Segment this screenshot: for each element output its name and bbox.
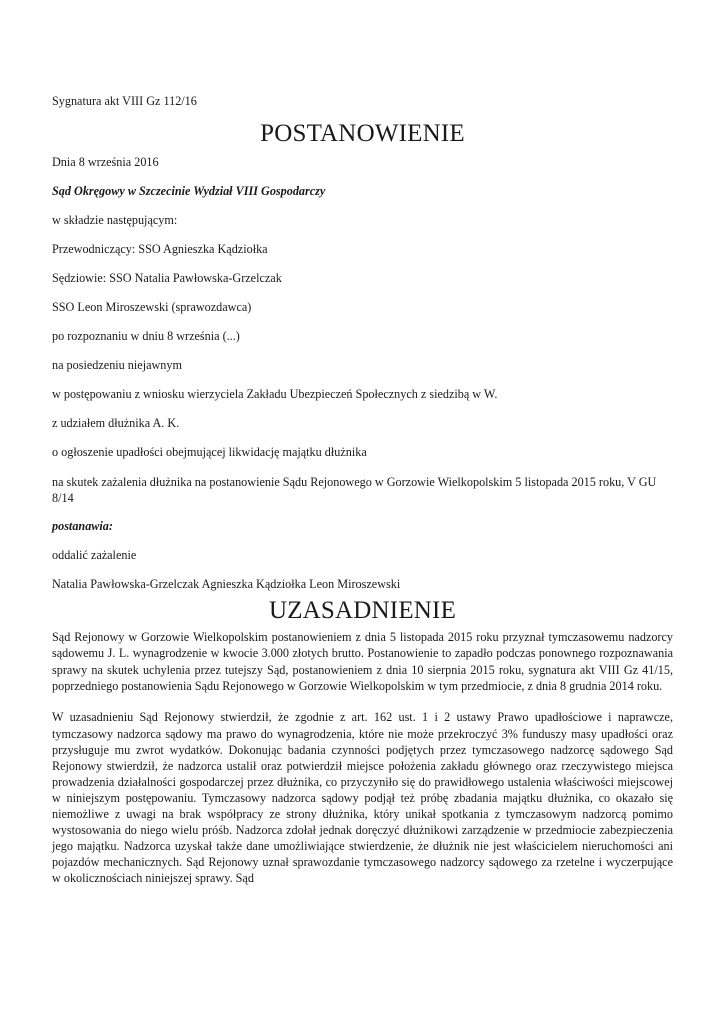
court-name: Sąd Okręgowy w Szczecinie Wydział VIII Gospodarczy — [52, 184, 326, 198]
decides-heading: postanawia: — [52, 518, 113, 533]
justification-paragraph-1: Sąd Rejonowy w Gorzowie Wielkopolskim postanowieniem z dnia 5 listopada 2015 roku przyznał tymczasowemu nadzorcy sądowemu J. L. wynagrodzenie w kwocie 3.000 złotych brutto. Postanowienie to zapadło podczas ponownego rozpoznawania sprawy na skutek uchylenia przez tutejszy Sąd, postanowieniem z dnia 10 sierpnia 2015 roku, sygnatura akt VIII Gz 41/15, poprzedniego postanowienia Sądu Rejonowego w Gorzowie Wielkopolskim w tym przedmiocie, z dnia 8 grudnia 2014 roku. — [52, 629, 673, 694]
composition-intro: w składzie następującym: — [52, 213, 178, 227]
chair-judge: Przewodniczący: SSO Agnieszka Kądziołka — [52, 242, 268, 256]
judge-reporter: SSO Leon Miroszewski (sprawozdawca) — [52, 300, 252, 314]
subject: o ogłoszenie upadłości obejmującej likwidację majątku dłużnika — [52, 445, 367, 459]
justification-paragraph-2: W uzasadnieniu Sąd Rejonowy stwierdził, że zgodnie z art. 162 ust. 1 i 2 ustawy Prawo upadłościowe i naprawcze, tymczasowy nadzorca sądowy ma prawo do wynagrodzenia, które nie może przekroczyć 3% funduszy masy upadłości oraz przysługuje mu zwrot wydatków. Dokonując badania czynności podjętych przez tymczasowego nadzorcę sądowego Sąd Rejonowy stwierdził, że nadzorca ustalił oraz potwierdził miejsce położenia zakładu głównego oraz rzeczywistego miejsca prowadzenia działalności gospodarczej przez dłużnika, co przyczyniło się do prawidłowego ustalenia właściwości miejscowej w niniejszym postępowaniu. Tymczasowy nadzorca sądowy podjął też próbę zbadania majątku dłużnika, co okazało się niemożliwe z uwagi na brak współpracy ze strony dłużnika, który unikał spotkania z tymczasowym nadzorcą pomimo wystosowania do niego wielu próśb. Nadzorca zdołał jednak doręczyć dłużnikowi zarządzenie w przedmiocie zabezpieczenia jego majątku. Nadzorca uzyskał także dane umożliwiające stwierdzenie, że dłużnik nie jest właścicielem nieruchomości ani pojazdów mechanicznych. Sąd Rejonowy uznał sprawozdanie tymczasowego nadzorcy sądowego za rzetelne i wyczerpujące w okolicznościach niniejszej sprawy. Sąd — [52, 710, 673, 886]
session-type: na posiedzeniu niejawnym — [52, 358, 182, 372]
judges: Sędziowie: SSO Natalia Pawłowska-Grzelczak — [52, 271, 282, 285]
judge-signatures: Natalia Pawłowska-Grzelczak Agnieszka Kądziołka Leon Miroszewski — [52, 576, 401, 591]
proceedings: w postępowaniu z wniosku wierzyciela Zakładu Ubezpieczeń Społecznych z siedzibą w W. — [52, 387, 498, 401]
justification-title: UZASADNIENIE — [268, 596, 457, 624]
decision: oddalić zażalenie — [52, 547, 137, 562]
review-date: po rozpoznaniu w dniu 8 września (...) — [52, 329, 240, 343]
document-date: Dnia 8 września 2016 — [52, 155, 159, 169]
document-title: POSTANOWIENIE — [260, 120, 465, 147]
case-signature: Sygnatura akt VIII Gz 112/16 — [52, 94, 197, 108]
appeal: na skutek zażalenia dłużnika na postanowienie Sądu Rejonowego w Gorzowie Wielkopolskim 5 listopada 2015 roku, V GU 8/14 — [52, 475, 657, 506]
debtor: z udziałem dłużnika A. K. — [52, 416, 180, 430]
